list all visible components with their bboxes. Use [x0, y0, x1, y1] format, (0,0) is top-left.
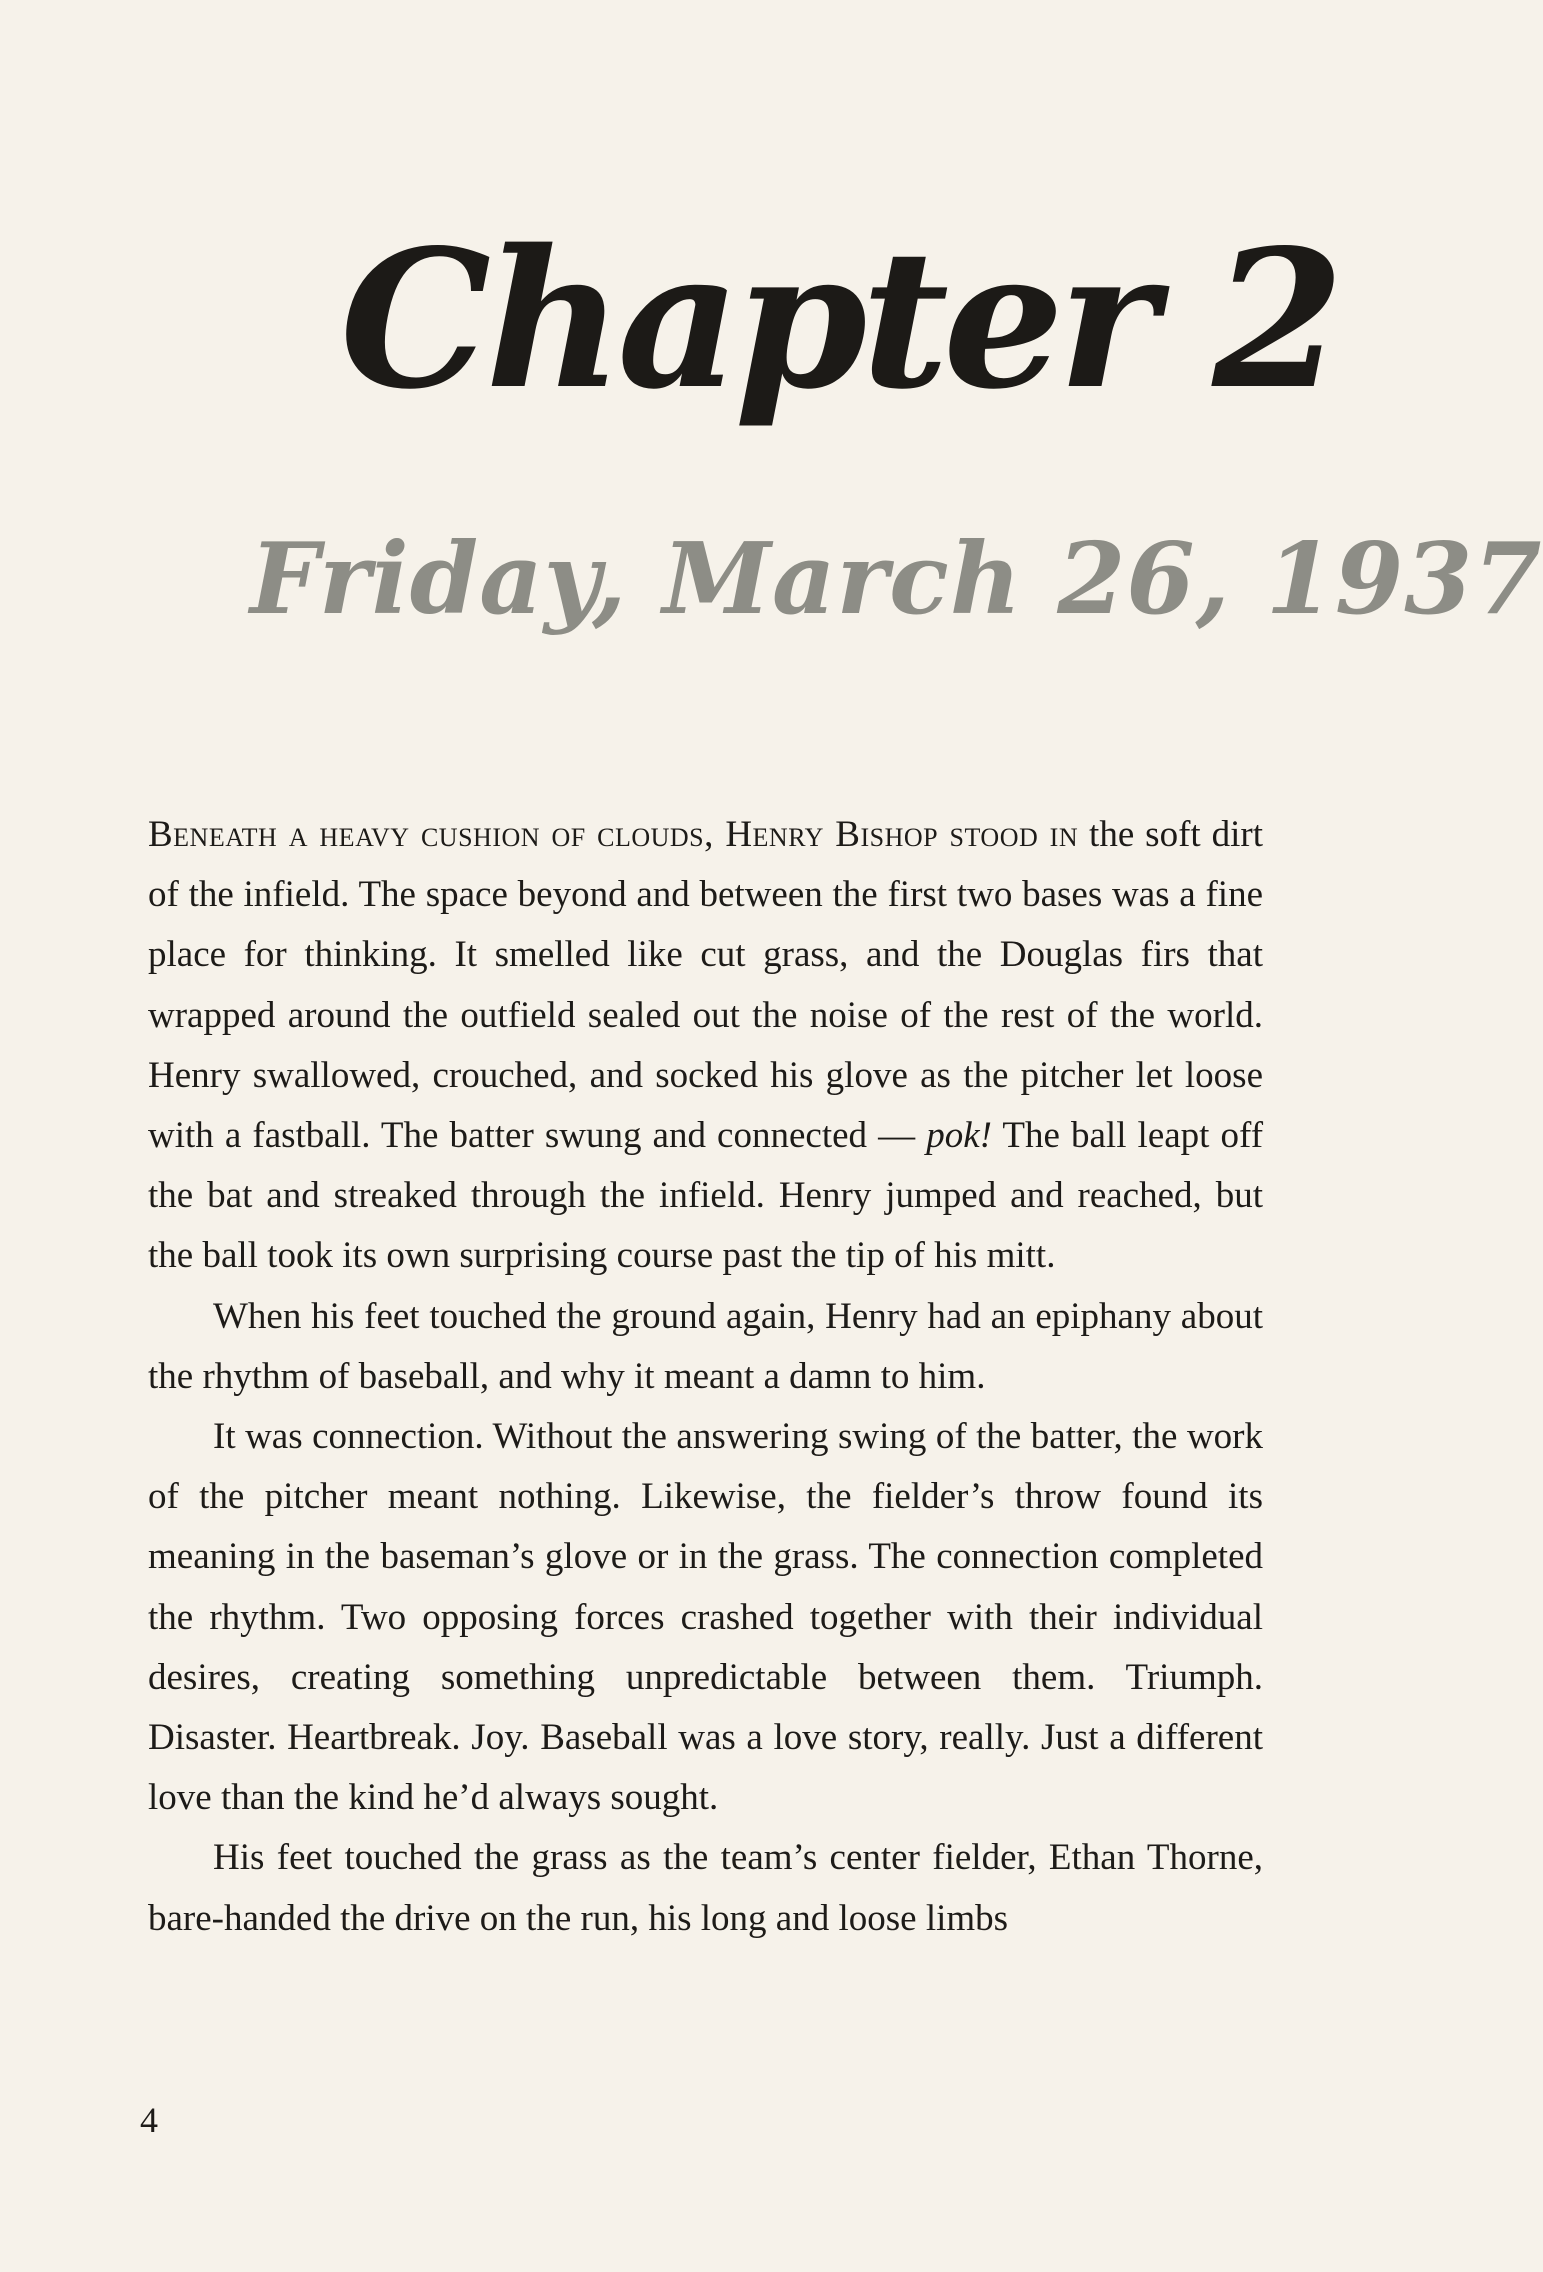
- paragraph-4: His feet touched the grass as the team’s center fielder, Ethan Thorne, bare-handed the drive on the run, his long and loose limbs: [148, 1837, 1263, 1939]
- paragraph-1-lead-in: Beneath a heavy cushion of clouds, Henry Bishop stood in: [148, 814, 1079, 855]
- paragraph-1: [148, 805, 1263, 1287]
- paragraph-3: It was connection. Without the answering swing of the batter, the work of the pitcher meant nothing. Likewise, the fielder’s throw found its meaning in the baseman’s glove or in the grass. The connection completed the rhythm. Two opposing forces crashed together with their individual desires, creating something unpredictable between them. Triumph. Disaster. Heartbreak. Joy. Baseball was a love story, really. Just a different love than the kind he’d always sought.: [148, 1416, 1263, 1819]
- body-text: [148, 805, 1263, 1949]
- paragraph-1-text-end: The ball leapt off the bat and streaked through the infield. Henry jumped and reached, but the ball took its own surprising course past the tip of his mitt.: [148, 1115, 1264, 1277]
- chapter-title: Chapter 2: [340, 208, 1339, 431]
- chapter-date: Friday, March 26, 1937: [250, 522, 1543, 637]
- paragraph-2: When his feet touched the ground again, Henry had an epiphany about the rhythm of baseball, and why it meant a damn to him.: [148, 1295, 1263, 1397]
- paragraph-1-italic-sound: pok!: [926, 1115, 992, 1157]
- page-number: 4: [140, 2100, 158, 2140]
- paragraph-1-text: the soft dirt of the infield. The space beyond and between the first two bases was a fine place for thinking. It smelled like cut grass, and the Douglas firs that wrapped around the outfield sealed out the noise of the rest of the world. Henry swallowed, crouched, and socked his glove as the pitcher let loose with a fastball. The batter swung and connected —: [148, 814, 1263, 1157]
